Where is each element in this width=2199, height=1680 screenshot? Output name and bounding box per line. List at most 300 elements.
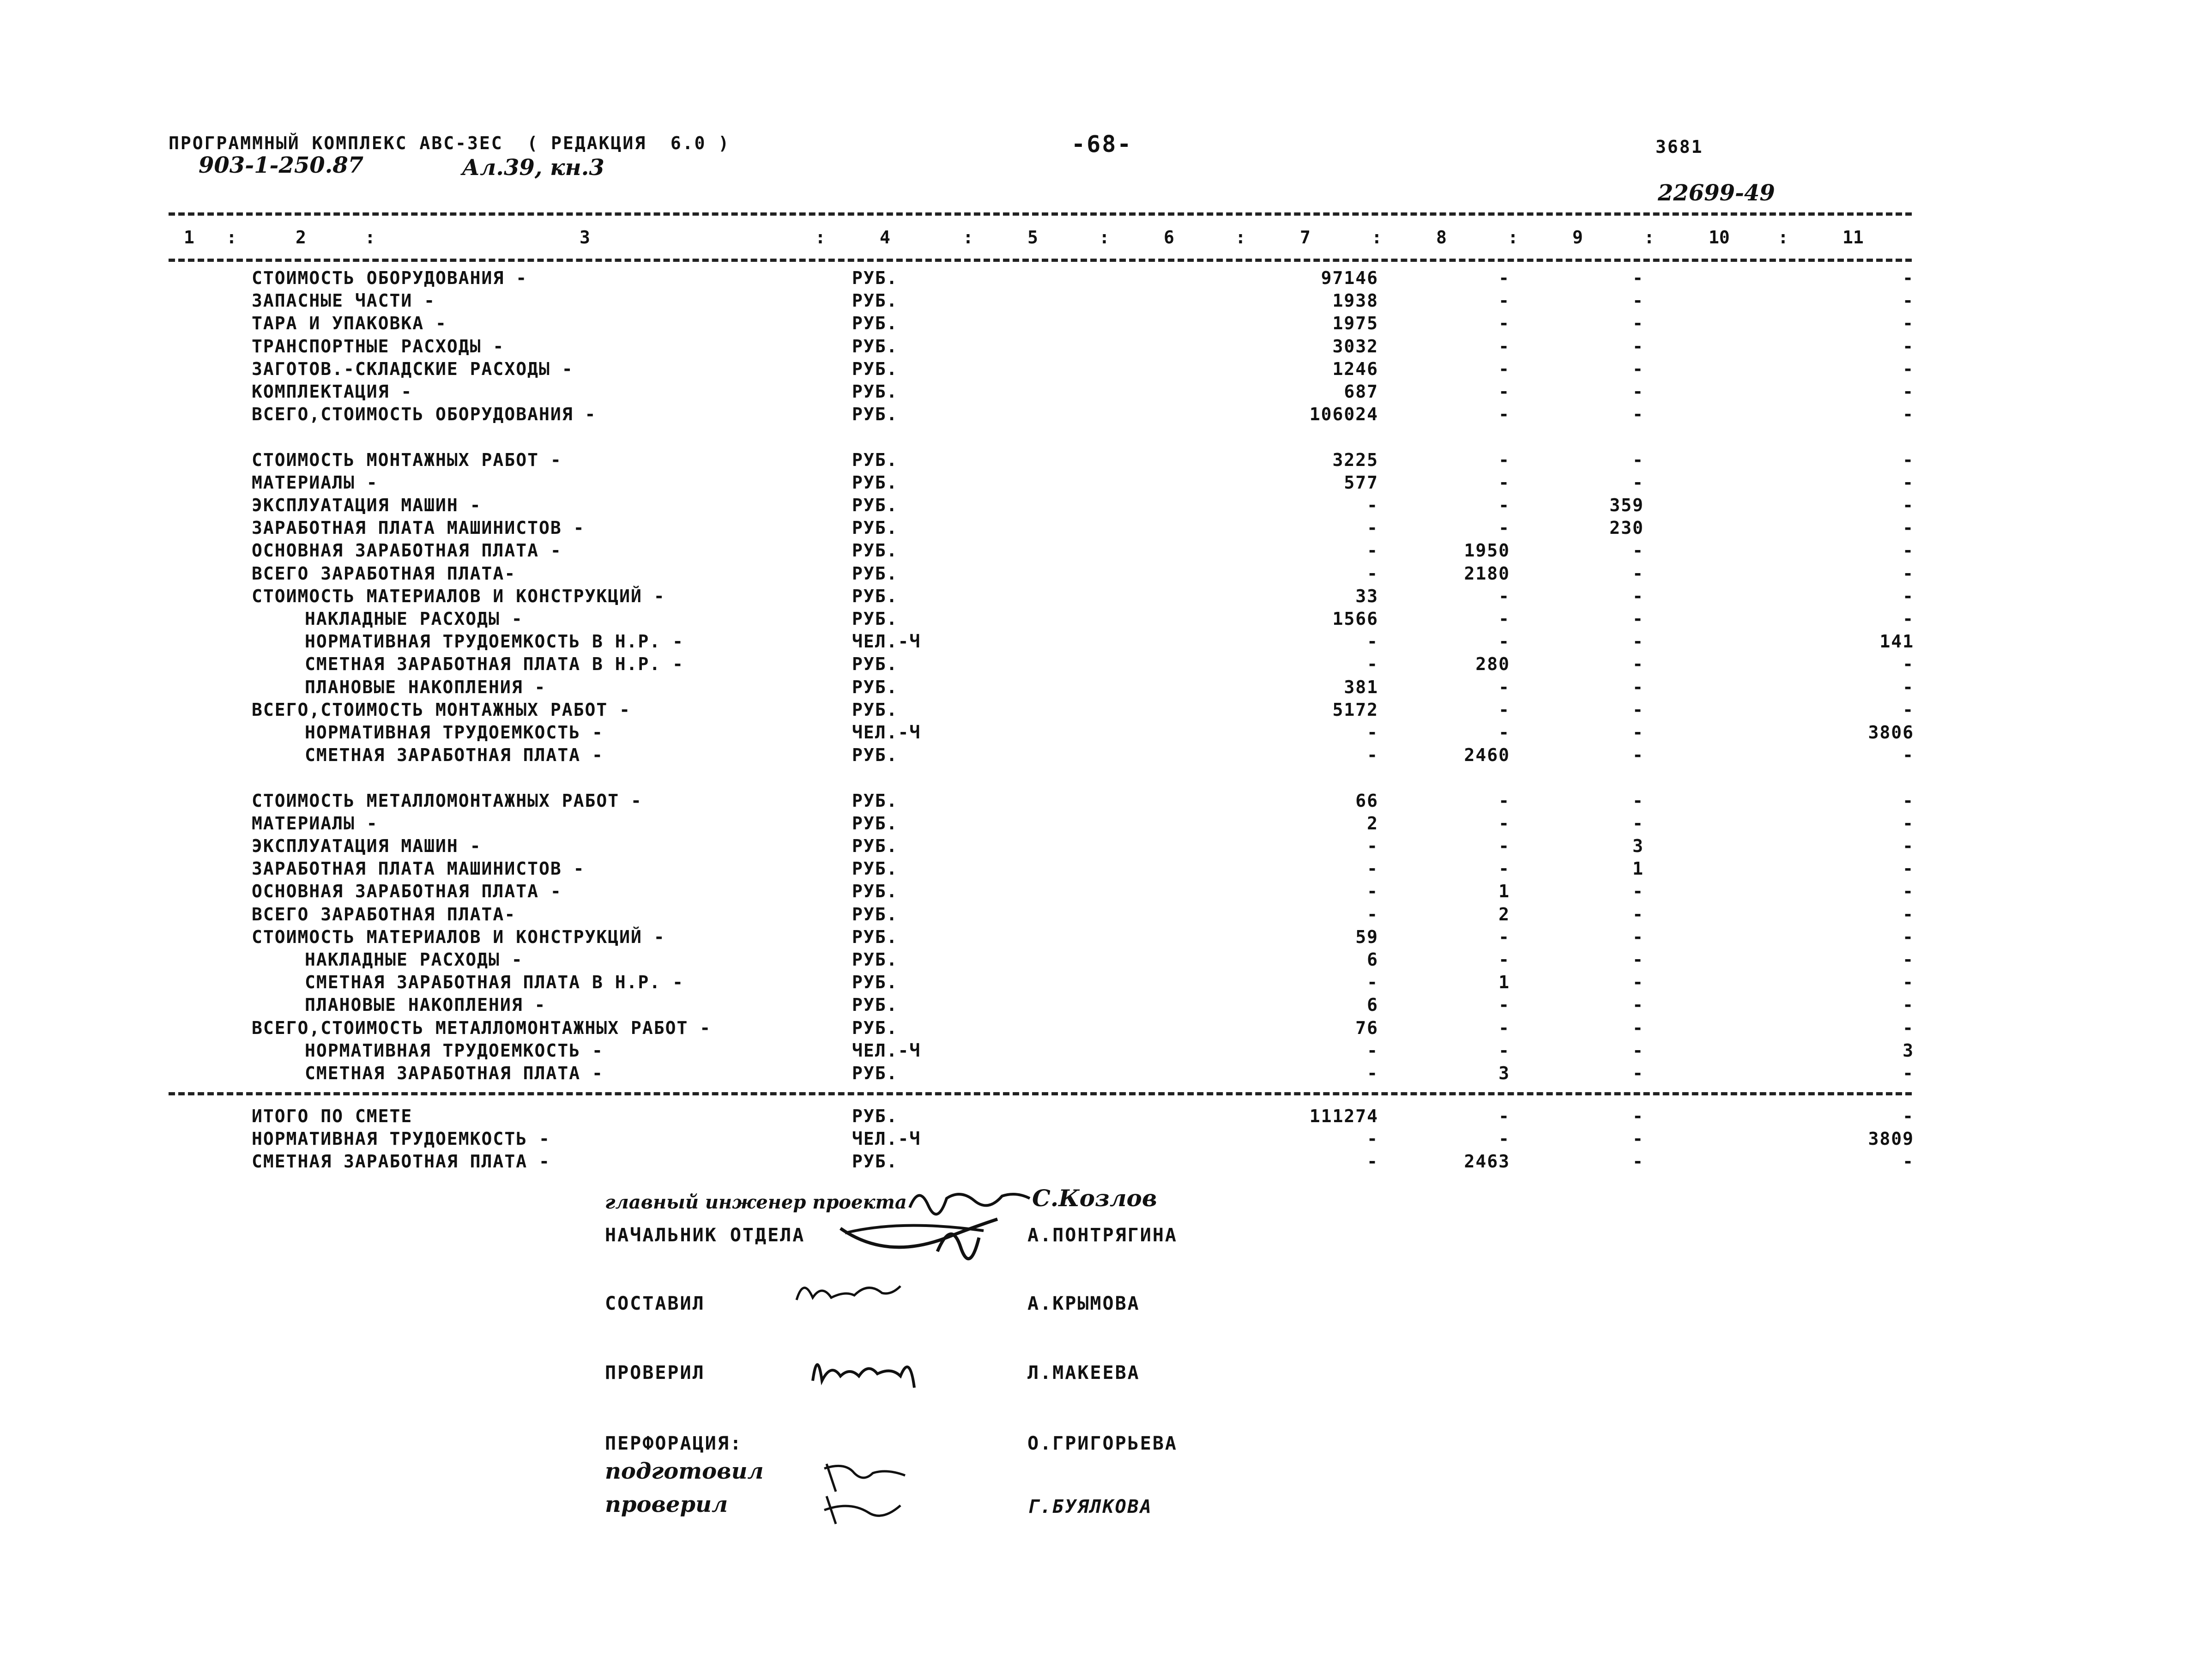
- col-9-value: -: [1632, 1106, 1644, 1126]
- col-11-value: -: [1903, 313, 1914, 334]
- col-9-value: -: [1632, 654, 1644, 675]
- table-row: [0, 586, 2199, 609]
- col-9-value: -: [1632, 449, 1644, 470]
- col-11-value: -: [1903, 268, 1914, 288]
- col-7-value: -: [1367, 972, 1378, 993]
- table-row: [0, 904, 2199, 927]
- item-name: НАКЛАДНЫЕ РАСХОДЫ -: [305, 609, 523, 629]
- col-7-value: 2: [1367, 813, 1378, 834]
- col-11-value: -: [1903, 290, 1914, 311]
- col-11-value: -: [1903, 926, 1914, 947]
- unit-cell: РУБ.: [852, 995, 898, 1015]
- perforation-role: ПЕРФОРАЦИЯ:: [605, 1433, 743, 1454]
- col-8-value: 1950: [1464, 540, 1510, 561]
- item-name: СТОИМОСТЬ МАТЕРИАЛОВ И КОНСТРУКЦИЙ -: [252, 586, 665, 606]
- col-8-value: -: [1498, 699, 1510, 720]
- item-name: СТОИМОСТЬ ОБОРУДОВАНИЯ -: [252, 268, 528, 288]
- col-separator: :: [1508, 227, 1518, 248]
- col-9-value: -: [1632, 1063, 1644, 1083]
- col-9-value: -: [1632, 336, 1644, 357]
- unit-cell: РУБ.: [852, 472, 898, 493]
- table-row: [0, 381, 2199, 404]
- col-separator: :: [365, 227, 375, 248]
- unit-cell: РУБ.: [852, 858, 898, 879]
- col-8-value: -: [1498, 449, 1510, 470]
- item-name: НАКЛАДНЫЕ РАСХОДЫ -: [305, 949, 523, 970]
- col-9-value: -: [1632, 586, 1644, 606]
- col-7-value: 1975: [1332, 313, 1378, 334]
- unit-cell: ЧЕЛ.-Ч: [852, 631, 921, 652]
- col-11-value: 3809: [1868, 1129, 1914, 1149]
- col-7-value: 577: [1344, 472, 1378, 493]
- col-9-value: -: [1632, 699, 1644, 720]
- col-8-value: -: [1498, 313, 1510, 334]
- col-11-value: -: [1903, 904, 1914, 925]
- col-9-value: -: [1632, 949, 1644, 970]
- unit-cell: ЧЕЛ.-Ч: [852, 1129, 921, 1149]
- col-8-value: -: [1498, 336, 1510, 357]
- unit-cell: ЧЕЛ.-Ч: [852, 722, 921, 743]
- item-name: НОРМАТИВНАЯ ТРУДОЕМКОСТЬ -: [305, 1040, 604, 1061]
- col-11-value: 141: [1879, 631, 1914, 652]
- totals-row: [0, 1129, 2199, 1151]
- unit-cell: РУБ.: [852, 404, 898, 425]
- col-9-value: -: [1632, 813, 1644, 834]
- item-name: ЭКСПЛУАТАЦИЯ МАШИН -: [252, 495, 482, 515]
- project-code: 903-1-250.87: [199, 152, 364, 178]
- col-8-value: -: [1498, 495, 1510, 515]
- program-header: ПРОГРАММНЫЙ КОМПЛЕКС АВС-3ЕС ( РЕДАКЦИЯ 6.0 ): [169, 133, 731, 153]
- unit-cell: РУБ.: [852, 518, 898, 538]
- col-7-value: -: [1367, 518, 1378, 538]
- col-11-label: 11: [1843, 227, 1864, 248]
- document-code: 22699-49: [1658, 180, 1775, 206]
- table-row: [0, 791, 2199, 813]
- col-7-value: -: [1367, 563, 1378, 584]
- col-11-value: -: [1903, 745, 1914, 766]
- checked-by-2-signature: [817, 1487, 910, 1529]
- sheet-reference: Ал.39, кн.3: [462, 155, 604, 181]
- col-8-value: -: [1498, 1106, 1510, 1126]
- item-name: ЗАРАБОТНАЯ ПЛАТА МАШИНИСТОВ -: [252, 858, 585, 879]
- page-number: -68-: [1071, 131, 1133, 157]
- unit-cell: РУБ.: [852, 540, 898, 561]
- col-11-value: -: [1903, 813, 1914, 834]
- col-7-value: -: [1367, 540, 1378, 561]
- col-8-value: -: [1498, 722, 1510, 743]
- col-7-label: 7: [1300, 227, 1311, 248]
- col-7-value: 5172: [1332, 699, 1378, 720]
- col-8-value: -: [1498, 1017, 1510, 1038]
- col-11-value: -: [1903, 881, 1914, 902]
- compiled-by-name: А.КРЫМОВА: [1027, 1293, 1140, 1314]
- unit-cell: РУБ.: [852, 699, 898, 720]
- item-name: МАТЕРИАЛЫ -: [252, 813, 378, 834]
- col-9-value: -: [1632, 677, 1644, 697]
- unit-cell: РУБ.: [852, 745, 898, 766]
- col-7-value: 6: [1367, 949, 1378, 970]
- item-name: НОРМАТИВНАЯ ТРУДОЕМКОСТЬ В Н.Р. -: [305, 631, 684, 652]
- item-name: ТАРА И УПАКОВКА -: [252, 313, 447, 334]
- item-name: МАТЕРИАЛЫ -: [252, 472, 378, 493]
- unit-cell: РУБ.: [852, 881, 898, 902]
- unit-cell: РУБ.: [852, 904, 898, 925]
- col-9-value: -: [1632, 268, 1644, 288]
- col-7-value: -: [1367, 495, 1378, 515]
- col-10-label: 10: [1709, 227, 1730, 248]
- checked-by-signature: [803, 1344, 942, 1395]
- col-11-value: -: [1903, 381, 1914, 402]
- col-7-value: -: [1367, 1040, 1378, 1061]
- document-number: 3681: [1655, 137, 1704, 157]
- col-9-value: -: [1632, 381, 1644, 402]
- col-7-value: -: [1367, 881, 1378, 902]
- table-row: [0, 609, 2199, 631]
- col-11-value: -: [1903, 699, 1914, 720]
- col-4-label: 4: [880, 227, 890, 248]
- col-8-value: -: [1498, 358, 1510, 379]
- col-11-value: -: [1903, 949, 1914, 970]
- item-name: ОСНОВНАЯ ЗАРАБОТНАЯ ПЛАТА -: [252, 540, 562, 561]
- unit-cell: РУБ.: [852, 926, 898, 947]
- checked-by-2-role: проверил: [605, 1492, 728, 1517]
- col-1-label: 1: [184, 227, 194, 248]
- col-11-value: -: [1903, 1106, 1914, 1126]
- item-name: НОРМАТИВНАЯ ТРУДОЕМКОСТЬ -: [252, 1129, 550, 1149]
- col-11-value: -: [1903, 358, 1914, 379]
- col-9-value: -: [1632, 904, 1644, 925]
- col-11-value: -: [1903, 518, 1914, 538]
- col-7-value: -: [1367, 1129, 1378, 1149]
- col-11-value: -: [1903, 1017, 1914, 1038]
- table-row: [0, 313, 2199, 336]
- col-7-value: 66: [1355, 790, 1378, 811]
- col-7-value: -: [1367, 858, 1378, 879]
- col-8-value: -: [1498, 1129, 1510, 1149]
- col-9-value: -: [1632, 722, 1644, 743]
- unit-cell: РУБ.: [852, 1063, 898, 1083]
- col-11-value: -: [1903, 540, 1914, 561]
- col-9-value: -: [1632, 790, 1644, 811]
- unit-cell: РУБ.: [852, 836, 898, 856]
- col-9-value: -: [1632, 472, 1644, 493]
- col-8-label: 8: [1436, 227, 1447, 248]
- unit-cell: ЧЕЛ.-Ч: [852, 1040, 921, 1061]
- table-row: [0, 540, 2199, 563]
- table-row: [0, 836, 2199, 858]
- col-9-value: -: [1632, 1129, 1644, 1149]
- unit-cell: РУБ.: [852, 813, 898, 834]
- totals-rule: [169, 1092, 1912, 1095]
- table-row: [0, 1018, 2199, 1040]
- unit-cell: РУБ.: [852, 609, 898, 629]
- head-of-department-name: А.ПОНТРЯГИНА: [1027, 1225, 1178, 1246]
- col-8-value: -: [1498, 926, 1510, 947]
- table-row: [0, 995, 2199, 1017]
- unit-cell: РУБ.: [852, 495, 898, 515]
- col-7-value: 33: [1355, 586, 1378, 606]
- table-row: [0, 813, 2199, 836]
- table-row: [0, 404, 2199, 427]
- item-name: СТОИМОСТЬ МЕТАЛЛОМОНТАЖНЫХ РАБОТ -: [252, 790, 642, 811]
- col-7-value: 76: [1355, 1017, 1378, 1038]
- col-8-value: -: [1498, 677, 1510, 697]
- col-7-value: 111274: [1309, 1106, 1378, 1126]
- item-name: ВСЕГО,СТОИМОСТЬ МОНТАЖНЫХ РАБОТ -: [252, 699, 631, 720]
- col-9-value: -: [1632, 972, 1644, 993]
- col-7-value: 381: [1344, 677, 1378, 697]
- col-8-value: -: [1498, 381, 1510, 402]
- table-row: [0, 1040, 2199, 1063]
- table-row: [0, 1063, 2199, 1086]
- col-8-value: -: [1498, 836, 1510, 856]
- table-row: [0, 450, 2199, 472]
- col-7-value: -: [1367, 722, 1378, 743]
- table-row: [0, 677, 2199, 700]
- perforation-name: О.ГРИГОРЬЕВА: [1027, 1433, 1178, 1454]
- col-8-value: -: [1498, 631, 1510, 652]
- col-3-label: 3: [580, 227, 590, 248]
- checked-by-role: ПРОВЕРИЛ: [605, 1362, 705, 1384]
- item-name: ВСЕГО,СТОИМОСТЬ МЕТАЛЛОМОНТАЖНЫХ РАБОТ -: [252, 1017, 712, 1038]
- col-8-value: 280: [1475, 654, 1510, 675]
- item-name: ВСЕГО ЗАРАБОТНАЯ ПЛАТА-: [252, 904, 516, 925]
- col-6-label: 6: [1164, 227, 1174, 248]
- item-name: СМЕТНАЯ ЗАРАБОТНАЯ ПЛАТА В Н.Р. -: [305, 972, 684, 993]
- item-name: ЭКСПЛУАТАЦИЯ МАШИН -: [252, 836, 482, 856]
- compiled-by-signature: [790, 1272, 910, 1314]
- item-name: СМЕТНАЯ ЗАРАБОТНАЯ ПЛАТА -: [305, 1063, 604, 1083]
- table-row: [0, 700, 2199, 722]
- col-8-value: -: [1498, 404, 1510, 425]
- col-separator: :: [1235, 227, 1246, 248]
- col-11-value: -: [1903, 1151, 1914, 1172]
- item-name: СТОИМОСТЬ МОНТАЖНЫХ РАБОТ -: [252, 449, 562, 470]
- table-row: [0, 858, 2199, 881]
- col-11-value: -: [1903, 449, 1914, 470]
- unit-cell: РУБ.: [852, 949, 898, 970]
- col-9-value: 1: [1632, 858, 1644, 879]
- col-11-value: -: [1903, 586, 1914, 606]
- col-7-value: 6: [1367, 995, 1378, 1015]
- unit-cell: РУБ.: [852, 336, 898, 357]
- unit-cell: РУБ.: [852, 1106, 898, 1126]
- col-9-value: -: [1632, 1151, 1644, 1172]
- head-of-department-role: НАЧАЛЬНИК ОТДЕЛА: [605, 1225, 805, 1246]
- col-11-value: -: [1903, 1063, 1914, 1083]
- col-11-value: -: [1903, 563, 1914, 584]
- col-8-value: -: [1498, 858, 1510, 879]
- unit-cell: РУБ.: [852, 358, 898, 379]
- col-9-value: -: [1632, 1040, 1644, 1061]
- col-8-value: 2: [1498, 904, 1510, 925]
- col-11-value: -: [1903, 495, 1914, 515]
- compiled-by-role: СОСТАВИЛ: [605, 1293, 705, 1314]
- col-8-value: -: [1498, 586, 1510, 606]
- unit-cell: РУБ.: [852, 1017, 898, 1038]
- col-9-value: -: [1632, 881, 1644, 902]
- item-name: ПЛАНОВЫЕ НАКОПЛЕНИЯ -: [305, 677, 546, 697]
- item-name: ПЛАНОВЫЕ НАКОПЛЕНИЯ -: [305, 995, 546, 1015]
- chief-engineer-name: С.Козлов: [1032, 1184, 1157, 1212]
- col-9-value: -: [1632, 631, 1644, 652]
- unit-cell: РУБ.: [852, 790, 898, 811]
- col-8-value: -: [1498, 949, 1510, 970]
- col-8-value: 1: [1498, 972, 1510, 993]
- item-name: ЗАРАБОТНАЯ ПЛАТА МАШИНИСТОВ -: [252, 518, 585, 538]
- col-7-value: -: [1367, 1151, 1378, 1172]
- col-8-value: 2180: [1464, 563, 1510, 584]
- col-9-value: -: [1632, 313, 1644, 334]
- col-7-value: 97146: [1321, 268, 1378, 288]
- col-8-value: 1: [1498, 881, 1510, 902]
- table-row: [0, 563, 2199, 586]
- col-8-value: 3: [1498, 1063, 1510, 1083]
- col-11-value: -: [1903, 654, 1914, 675]
- checked-by-name: Л.МАКЕЕВА: [1027, 1362, 1140, 1384]
- item-name: СМЕТНАЯ ЗАРАБОТНАЯ ПЛАТА -: [252, 1151, 550, 1172]
- col-8-value: -: [1498, 790, 1510, 811]
- col-9-value: 359: [1609, 495, 1644, 515]
- col-7-value: 1566: [1332, 609, 1378, 629]
- col-8-value: 2463: [1464, 1151, 1510, 1172]
- item-name: СТОИМОСТЬ МАТЕРИАЛОВ И КОНСТРУКЦИЙ -: [252, 926, 665, 947]
- item-name: ТРАНСПОРТНЫЕ РАСХОДЫ -: [252, 336, 505, 357]
- col-7-value: 1938: [1332, 290, 1378, 311]
- table-row: [0, 336, 2199, 359]
- col-11-value: -: [1903, 404, 1914, 425]
- col-separator: :: [1778, 227, 1788, 248]
- col-8-value: 2460: [1464, 745, 1510, 766]
- table-row: [0, 472, 2199, 495]
- col-11-value: -: [1903, 858, 1914, 879]
- col-9-value: -: [1632, 540, 1644, 561]
- table-row: [0, 927, 2199, 949]
- col-separator: :: [1099, 227, 1110, 248]
- unit-cell: РУБ.: [852, 677, 898, 697]
- table-row: [0, 631, 2199, 654]
- col-11-value: -: [1903, 790, 1914, 811]
- table-row: [0, 268, 2199, 290]
- totals-row: [0, 1106, 2199, 1129]
- col-7-value: -: [1367, 836, 1378, 856]
- item-name: ВСЕГО ЗАРАБОТНАЯ ПЛАТА-: [252, 563, 516, 584]
- col-7-value: 687: [1344, 381, 1378, 402]
- unit-cell: РУБ.: [852, 1151, 898, 1172]
- col-7-value: 1246: [1332, 358, 1378, 379]
- col-9-value: 230: [1609, 518, 1644, 538]
- head-of-department-signature: [831, 1210, 1016, 1261]
- unit-cell: РУБ.: [852, 654, 898, 675]
- col-8-value: -: [1498, 518, 1510, 538]
- col-separator: :: [1371, 227, 1382, 248]
- col-11-value: -: [1903, 677, 1914, 697]
- col-8-value: -: [1498, 472, 1510, 493]
- col-7-value: -: [1367, 631, 1378, 652]
- col-8-value: -: [1498, 268, 1510, 288]
- unit-cell: РУБ.: [852, 563, 898, 584]
- unit-cell: РУБ.: [852, 313, 898, 334]
- table-row: [0, 722, 2199, 745]
- col-7-value: 59: [1355, 926, 1378, 947]
- col-9-label: 9: [1572, 227, 1583, 248]
- col-7-value: -: [1367, 654, 1378, 675]
- prepared-by-role: подготовил: [605, 1458, 764, 1484]
- item-name: СМЕТНАЯ ЗАРАБОТНАЯ ПЛАТА -: [305, 745, 604, 766]
- col-11-value: -: [1903, 995, 1914, 1015]
- item-name: ОСНОВНАЯ ЗАРАБОТНАЯ ПЛАТА -: [252, 881, 562, 902]
- col-9-value: -: [1632, 609, 1644, 629]
- col-8-value: -: [1498, 609, 1510, 629]
- item-name: КОМПЛЕКТАЦИЯ -: [252, 381, 413, 402]
- col-8-value: -: [1498, 290, 1510, 311]
- table-row: [0, 972, 2199, 995]
- col-5-label: 5: [1027, 227, 1038, 248]
- table-row: [0, 427, 2199, 449]
- col-9-value: 3: [1632, 836, 1644, 856]
- totals-row: [0, 1151, 2199, 1174]
- item-name: НОРМАТИВНАЯ ТРУДОЕМКОСТЬ -: [305, 722, 604, 743]
- table-row: [0, 767, 2199, 790]
- col-9-value: -: [1632, 563, 1644, 584]
- col-separator: :: [963, 227, 973, 248]
- col-separator: :: [815, 227, 826, 248]
- col-7-value: -: [1367, 904, 1378, 925]
- unit-cell: РУБ.: [852, 290, 898, 311]
- col-11-value: -: [1903, 972, 1914, 993]
- item-name: ЗАГОТОВ.-СКЛАДСКИЕ РАСХОДЫ -: [252, 358, 574, 379]
- table-row: [0, 518, 2199, 540]
- unit-cell: РУБ.: [852, 381, 898, 402]
- col-separator: :: [226, 227, 237, 248]
- item-name: СМЕТНАЯ ЗАРАБОТНАЯ ПЛАТА В Н.Р. -: [305, 654, 684, 675]
- col-7-value: -: [1367, 745, 1378, 766]
- col-7-value: -: [1367, 1063, 1378, 1083]
- table-row: [0, 745, 2199, 767]
- col-11-value: -: [1903, 609, 1914, 629]
- col-7-value: 3032: [1332, 336, 1378, 357]
- col-separator: :: [1644, 227, 1655, 248]
- col-7-value: 3225: [1332, 449, 1378, 470]
- col-11-value: 3806: [1868, 722, 1914, 743]
- col-8-value: -: [1498, 813, 1510, 834]
- col-7-value: 106024: [1309, 404, 1378, 425]
- item-name: ВСЕГО,СТОИМОСТЬ ОБОРУДОВАНИЯ -: [252, 404, 597, 425]
- checked-by-2-name: Г.БУЯЛКОВА: [1027, 1496, 1153, 1517]
- col-11-value: 3: [1903, 1040, 1914, 1061]
- col-9-value: -: [1632, 926, 1644, 947]
- table-row: [0, 495, 2199, 518]
- unit-cell: РУБ.: [852, 972, 898, 993]
- col-9-value: -: [1632, 290, 1644, 311]
- col-9-value: -: [1632, 1017, 1644, 1038]
- col-11-value: -: [1903, 472, 1914, 493]
- unit-cell: РУБ.: [852, 449, 898, 470]
- col-8-value: -: [1498, 995, 1510, 1015]
- table-row: [0, 654, 2199, 677]
- table-row: [0, 949, 2199, 972]
- col-11-value: -: [1903, 836, 1914, 856]
- col-9-value: -: [1632, 995, 1644, 1015]
- col-9-value: -: [1632, 745, 1644, 766]
- col-9-value: -: [1632, 358, 1644, 379]
- table-row: [0, 359, 2199, 381]
- col-8-value: -: [1498, 1040, 1510, 1061]
- item-name: ЗАПАСНЫЕ ЧАСТИ -: [252, 290, 436, 311]
- col-11-value: -: [1903, 336, 1914, 357]
- unit-cell: РУБ.: [852, 586, 898, 606]
- col-9-value: -: [1632, 404, 1644, 425]
